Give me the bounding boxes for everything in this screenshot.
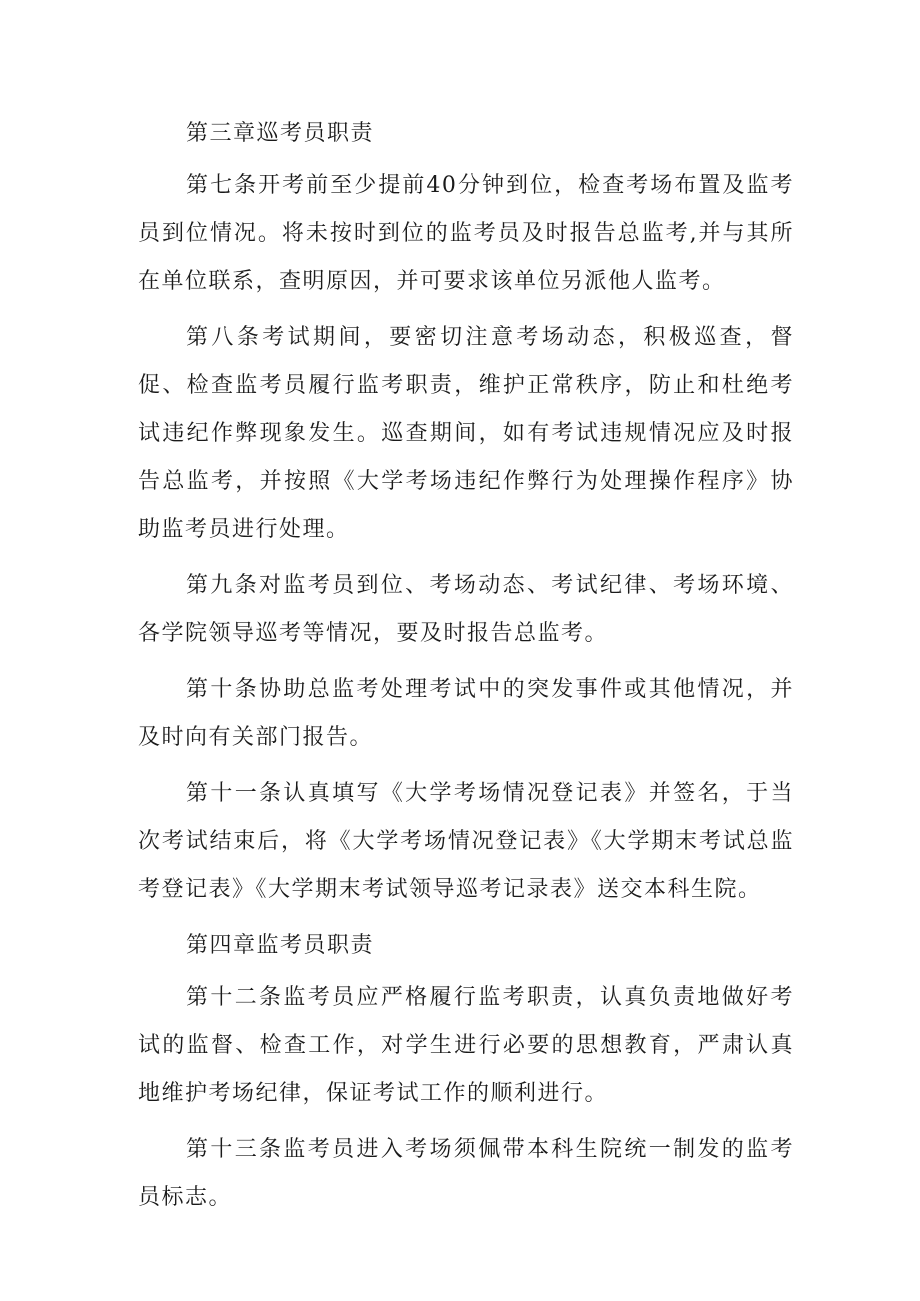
paragraph: 第十二条监考员应严格履行监考职责，认真负责地做好考试的监督、检查工作，对学生进行必要的思想教育，严肃认真地维护考场纪律，保证考试工作的顺利进行。 xyxy=(138,985,794,1106)
paragraph: 第十三条监考员进入考场须佩带本科生院统一制发的监考员标志。 xyxy=(138,1137,794,1210)
paragraph: 第七条开考前至少提前40分钟到位，检查考场布置及监考员到位情况。将未按时到位的监考员及时报告总监考,并与其所在单位联系，查明原因，并可要求该单位另派他人监考。 xyxy=(138,173,794,294)
paragraph: 第十一条认真填写《大学考场情况登记表》并签名，于当次考试结束后，将《大学考场情况登记表》《大学期末考试总监考登记表》《大学期末考试领导巡考记录表》送交本科生院。 xyxy=(138,781,794,902)
paragraph: 第九条对监考员到位、考场动态、考试纪律、考场环境、各学院领导巡考等情况，要及时报告总监考。 xyxy=(138,573,794,646)
chapter-heading: 第三章巡考员职责 xyxy=(186,121,375,146)
paragraph: 第八条考试期间，要密切注意考场动态，积极巡查，督促、检查监考员履行监考职责，维护正常秩序，防止和杜绝考试违纪作弊现象发生。巡查期间，如有考试违规情况应及时报告总监考，并按照《大学考场违纪作弊行为处理操作程序》协助监考员进行处理。 xyxy=(138,325,794,542)
paragraph: 第十条协助总监考处理考试中的突发事件或其他情况，并及时向有关部门报告。 xyxy=(138,677,794,750)
document-body xyxy=(138,110,794,1230)
chapter-heading: 第四章监考员职责 xyxy=(186,933,375,958)
